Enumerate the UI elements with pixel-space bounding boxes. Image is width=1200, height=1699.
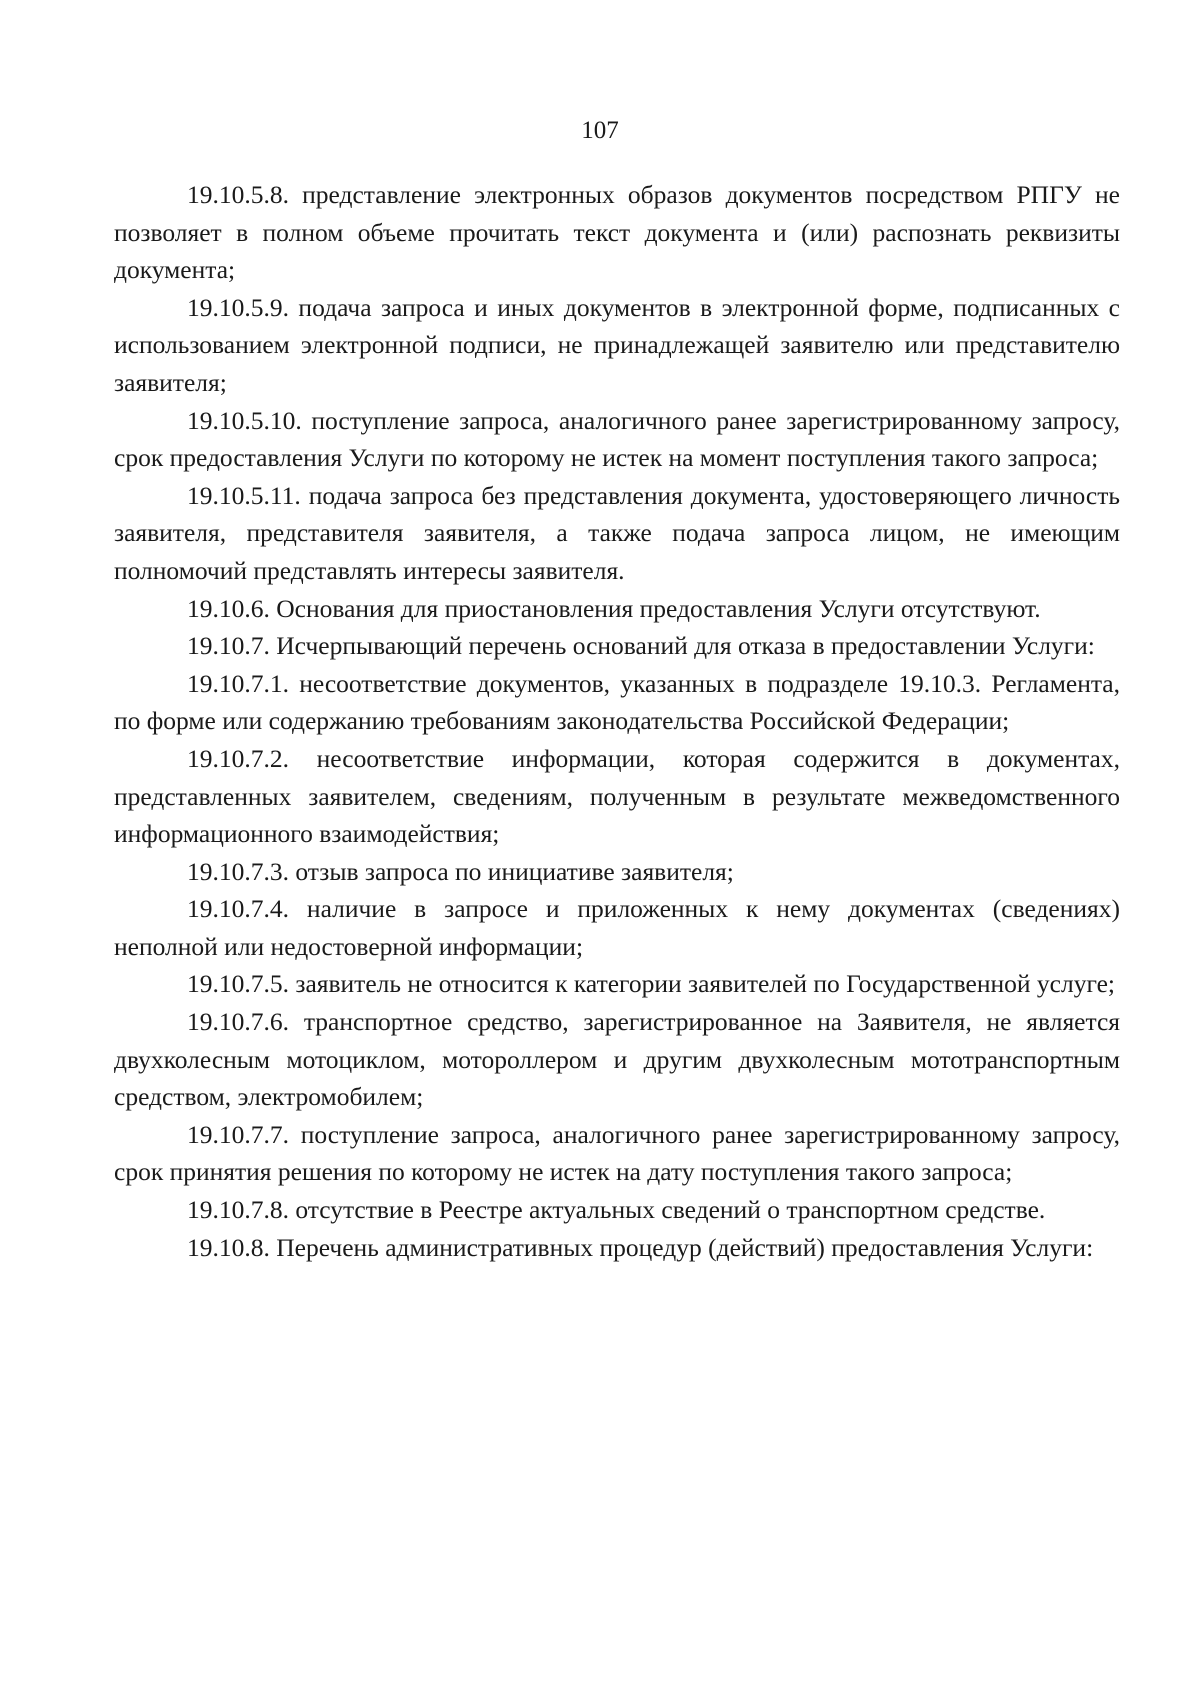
paragraph-19-10-7-1: 19.10.7.1. несоответствие документов, указанных в подразделе 19.10.3. Регламента, по форме или содержанию требованиям законодательства Российской Федерации; bbox=[114, 668, 1120, 736]
paragraph-19-10-7-8: 19.10.7.8. отсутствие в Реестре актуальных сведений о транспортном средстве. bbox=[187, 1195, 1046, 1225]
paragraph-19-10-7-6: 19.10.7.6. транспортное средство, зарегистрированное на Заявителя, не является двухколесным мотоциклом, мотороллером и другим двухколесным мототранспортным средством, электромобилем; bbox=[114, 1007, 1120, 1112]
paragraph-19-10-5-8: 19.10.5.8. представление электронных образов документов посредством РПГУ не позволяет в полном объеме прочитать текст документа и (или) распознать реквизиты документа; bbox=[114, 180, 1120, 285]
paragraph-19-10-8: 19.10.8. Перечень административных процедур (действий) предоставления Услуги: bbox=[187, 1232, 1094, 1262]
paragraph-19-10-7-2: 19.10.7.2. несоответствие информации, которая содержится в документах, представленных заявителем, сведениям, полученным в результате межведомственного информационного взаимодействия; bbox=[114, 743, 1120, 849]
paragraph-19-10-7-7: 19.10.7.7. поступление запроса, аналогичного ранее зарегистрированному запросу, срок принятия решения по которому не истек на дату поступления такого запроса; bbox=[114, 1119, 1120, 1187]
paragraph-19-10-5-10: 19.10.5.10. поступление запроса, аналогичного ранее зарегистрированному запросу, срок предоставления Услуги по которому не истек на момент поступления такого запроса; bbox=[114, 405, 1120, 473]
paragraph-19-10-7-3: 19.10.7.3. отзыв запроса по инициативе заявителя; bbox=[187, 856, 734, 886]
paragraph-19-10-7-4: 19.10.7.4. наличие в запросе и приложенных к нему документах (сведениях) неполной или недостоверной информации; bbox=[114, 894, 1120, 961]
paragraph-19-10-5-9: 19.10.5.9. подача запроса и иных документов в электронной форме, подписанных с использованием электронной подписи, не принадлежащей заявителю или представителю заявителя; bbox=[114, 292, 1120, 397]
paragraph-19-10-5-11: 19.10.5.11. подача запроса без представления документа, удостоверяющего личность заявителя, представителя заявителя, а также подача запроса лицом, не имеющим полномочий представлять интересы заявителя. bbox=[114, 480, 1120, 585]
paragraph-19-10-6: 19.10.6. Основания для приостановления предоставления Услуги отсутствуют. bbox=[187, 593, 1041, 623]
paragraph-19-10-7-5: 19.10.7.5. заявитель не относится к категории заявителей по Государственной услуге; bbox=[187, 969, 1115, 999]
paragraph-19-10-7: 19.10.7. Исчерпывающий перечень оснований для отказа в предоставлении Услуги: bbox=[187, 631, 1095, 661]
page-number: 107 bbox=[581, 117, 619, 144]
document-body bbox=[114, 176, 1120, 1266]
